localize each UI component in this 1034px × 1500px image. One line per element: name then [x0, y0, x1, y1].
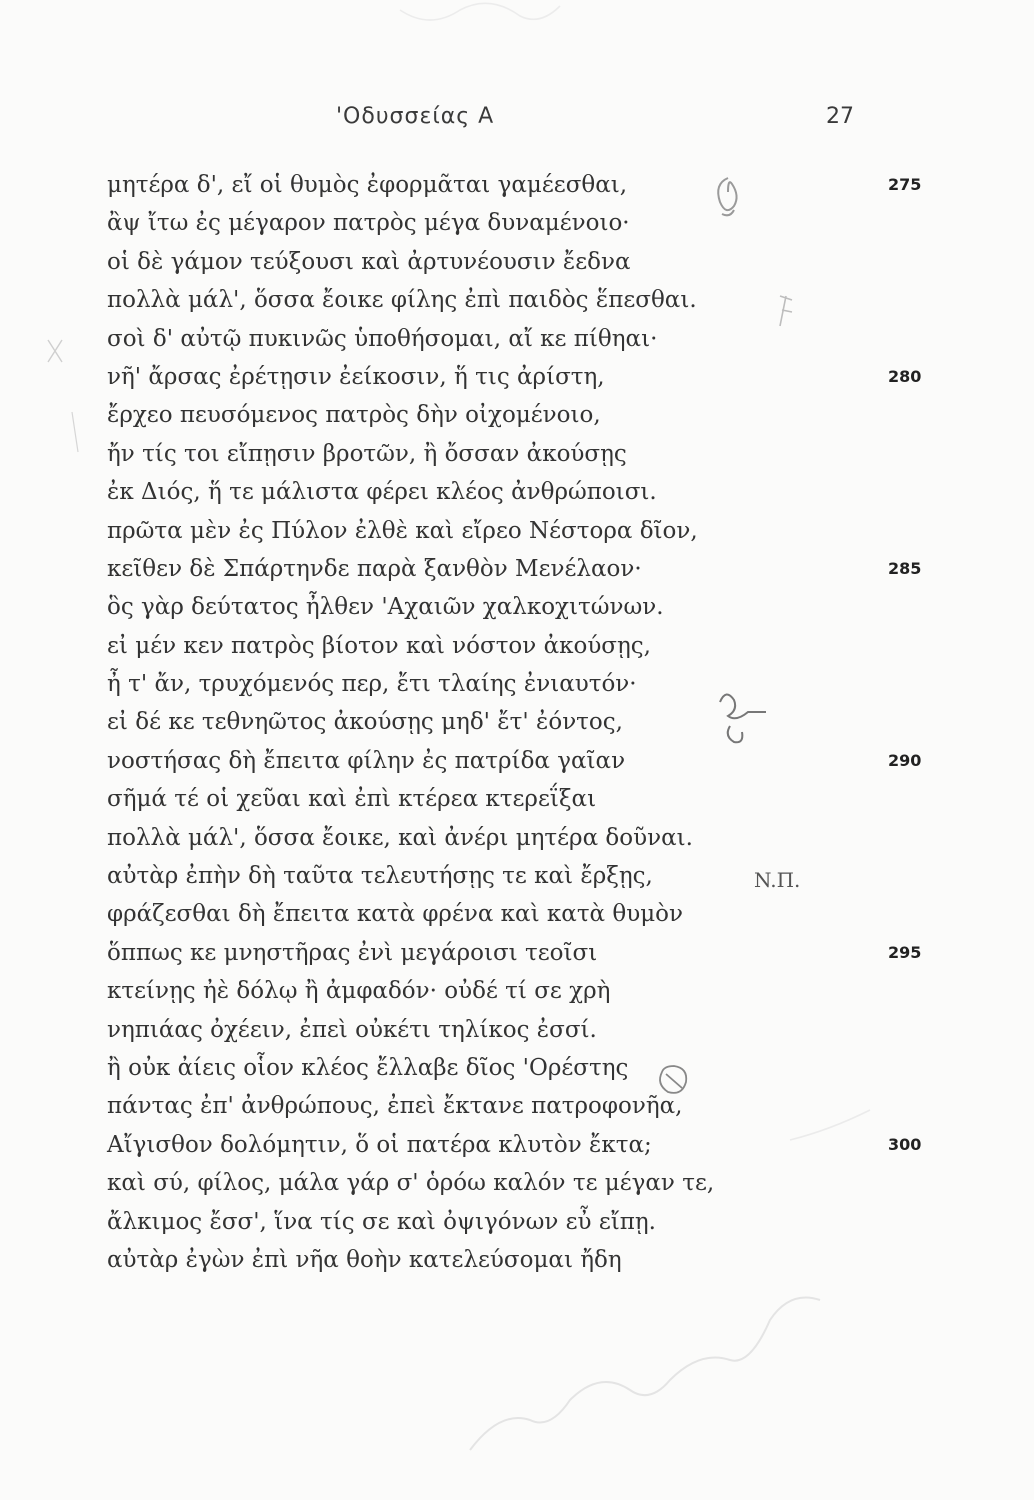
verse-line	[0, 550, 1034, 588]
verse-text: ἤν τίς τοι εἴπῃσιν βροτῶν, ἢ ὄσσαν ἀκούσῃς	[107, 440, 627, 467]
verse-text: εἰ μέν κεν πατρὸς βίοτον καὶ νόστον ἀκούσῃς,	[107, 632, 651, 659]
page-number: 27	[826, 104, 854, 129]
verse-text: αὐτὰρ ἐγὼν ἐπὶ νῆα θοὴν κατελεύσομαι ἤδη	[107, 1246, 622, 1273]
verse-text: νοστήσας δὴ ἔπειτα φίλην ἐς πατρίδα γαῖαν	[107, 747, 626, 774]
margin-annotation: N.П.	[754, 868, 801, 892]
verse-text: Αἴγισθον δολόμητιν, ὅ οἱ πατέρα κλυτὸν ἔκτα;	[107, 1131, 652, 1158]
verse-line	[0, 934, 1034, 972]
verse-line	[0, 1126, 1034, 1164]
verse-text: εἰ δέ κε τεθνηῶτος ἀκούσῃς μηδ' ἔτ' ἐόντος,	[107, 709, 623, 736]
verse-line	[0, 1049, 1034, 1087]
verse-text: νῆ' ἄρσας ἐρέτῃσιν ἐείκοσιν, ἥ τις ἀρίστη,	[107, 363, 605, 390]
line-number: 295	[888, 942, 922, 962]
verse-text: ἔρχεο πευσόμενος πατρὸς δὴν οἰχομένοιο,	[107, 402, 601, 429]
verse-line	[0, 627, 1034, 665]
line-number: 285	[888, 558, 922, 578]
verse-line	[0, 204, 1034, 242]
line-number: 280	[888, 366, 922, 386]
verse-text: φράζεσθαι δὴ ἔπειτα κατὰ φρένα καὶ κατὰ θυμὸν	[107, 901, 683, 928]
running-title: 'Οδυσσείας Α	[336, 104, 495, 129]
verse-block	[0, 166, 1034, 1279]
verse-line	[0, 857, 1034, 895]
verse-line	[0, 435, 1034, 473]
verse-line	[0, 1203, 1034, 1241]
verse-line	[0, 166, 1034, 204]
verse-line	[0, 665, 1034, 703]
verse-text: πολλὰ μάλ', ὅσσα ἔοικε φίλης ἐπὶ παιδὸς ἕπεσθαι.	[107, 287, 697, 314]
verse-line	[0, 243, 1034, 281]
verse-text: οἱ δὲ γάμον τεύξουσι καὶ ἀρτυνέουσιν ἔεδνα	[107, 248, 631, 275]
verse-text: ἐκ Διός, ἥ τε μάλιστα φέρει κλέος ἀνθρώποισι.	[107, 479, 657, 506]
verse-text: πάντας ἐπ' ἀνθρώπους, ἐπεὶ ἔκτανε πατροφονῆα,	[107, 1093, 683, 1120]
verse-text: αὐτὰρ ἐπὴν δὴ ταῦτα τελευτήσῃς τε καὶ ἔρξῃς,	[107, 863, 653, 890]
verse-line	[0, 473, 1034, 511]
line-number: 290	[888, 750, 922, 770]
verse-text: πρῶτα μὲν ἐς Πύλον ἐλθὲ καὶ εἴρεο Νέστορα δῖον,	[107, 517, 698, 544]
verse-line	[0, 281, 1034, 319]
verse-text: νηπιάας ὀχέειν, ἐπεὶ οὐκέτι τηλίκος ἐσσί.	[107, 1016, 597, 1043]
verse-line	[0, 512, 1034, 550]
verse-line	[0, 972, 1034, 1010]
verse-line	[0, 320, 1034, 358]
verse-text: ἂψ ἴτω ἐς μέγαρον πατρὸς μέγα δυναμένοιο·	[107, 210, 630, 237]
verse-text: κτείνῃς ἠὲ δόλῳ ἢ ἀμφαδόν· οὐδέ τί σε χρὴ	[107, 978, 611, 1005]
verse-text: πολλὰ μάλ', ὅσσα ἔοικε, καὶ ἀνέρι μητέρα δοῦναι.	[107, 824, 693, 851]
verse-text: ἄλκιμος ἔσσ', ἵνα τίς σε καὶ ὀψιγόνων εὖ εἴπῃ.	[107, 1208, 656, 1235]
verse-line	[0, 1241, 1034, 1279]
verse-text: κεῖθεν δὲ Σπάρτηνδε παρὰ ξανθὸν Μενέλαον·	[107, 555, 642, 582]
verse-line	[0, 1164, 1034, 1202]
verse-line	[0, 703, 1034, 741]
verse-text: ἦ τ' ἄν, τρυχόμενός περ, ἔτι τλαίης ἐνιαυτόν·	[107, 671, 637, 698]
verse-line	[0, 358, 1034, 396]
verse-line	[0, 742, 1034, 780]
verse-text: μητέρα δ', εἴ οἱ θυμὸς ἐφορμᾶται γαμέεσθαι,	[107, 172, 628, 198]
verse-text: σῆμά τέ οἱ χεῦαι καὶ ἐπὶ κτέρεα κτερεΐξαι	[107, 786, 597, 813]
verse-text: σοὶ δ' αὐτῷ πυκινῶς ὑποθήσομαι, αἴ κε πίθηαι·	[107, 325, 658, 352]
verse-text: καὶ σύ, φίλος, μάλα γάρ σ' ὁρόω καλόν τε μέγαν τε,	[107, 1170, 715, 1197]
verse-line	[0, 1011, 1034, 1049]
verse-line	[0, 1087, 1034, 1125]
verse-line	[0, 396, 1034, 434]
verse-text: ὃς γὰρ δεύτατος ἦλθεν 'Αχαιῶν χαλκοχιτώνων.	[107, 594, 664, 621]
line-number: 275	[888, 175, 922, 194]
line-number: 300	[888, 1134, 922, 1154]
verse-line	[0, 819, 1034, 857]
verse-line	[0, 780, 1034, 818]
verse-text: ἢ οὐκ ἀίεις οἷον κλέος ἔλλαβε δῖος 'Ορέστης	[107, 1054, 629, 1081]
verse-text: ὅππως κε μνηστῆρας ἐνὶ μεγάροισι τεοῖσι	[107, 939, 598, 966]
verse-line	[0, 895, 1034, 933]
verse-line	[0, 588, 1034, 626]
